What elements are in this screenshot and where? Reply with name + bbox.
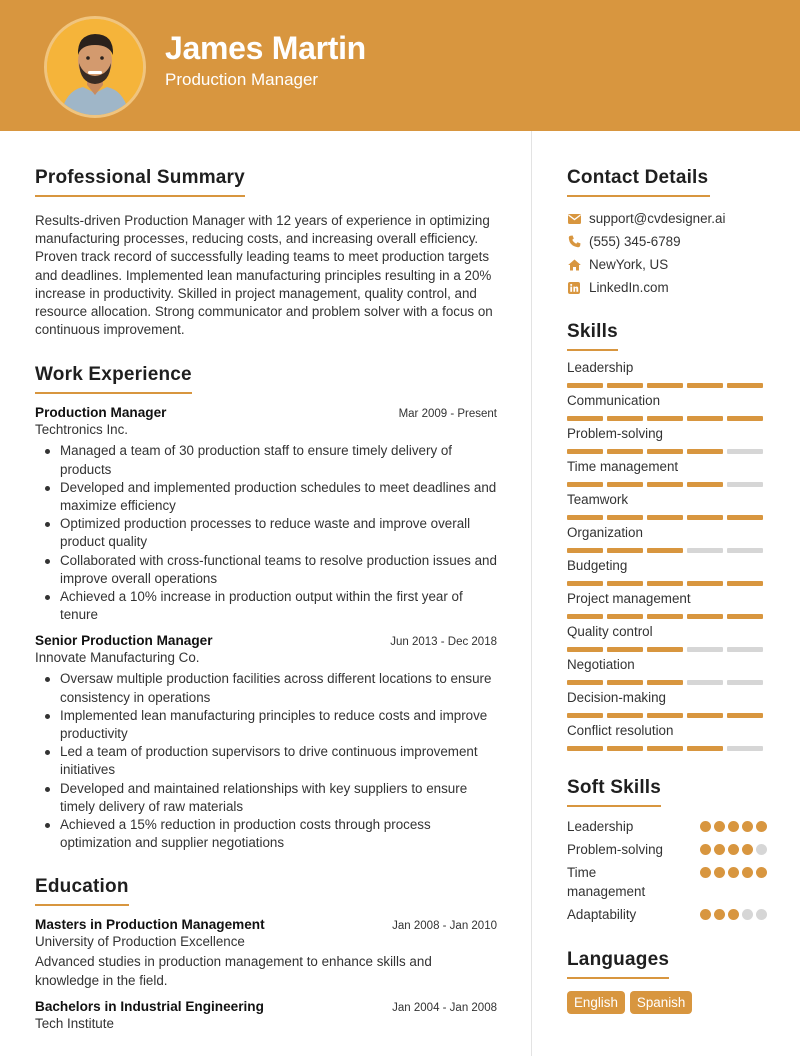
skill-level-bar bbox=[607, 680, 643, 685]
soft-skill-name: Problem-solving bbox=[567, 842, 664, 857]
skill-level-bar bbox=[687, 680, 723, 685]
skill-level-bar bbox=[727, 383, 763, 388]
skills-heading: Skills bbox=[567, 321, 618, 351]
skill-level-bar bbox=[647, 581, 683, 586]
summary-text: Results-driven Production Manager with 12 years of experience in optimizing manufacturing processes, reducing costs, and increasing overall efficiency. Proven track record of successfully leading teams to meet production targets and deadlines. Implemented lean manufacturing principles resulting in a 20% increase in productivity. Skilled in project management, quality control, and resource allocation. Strong communicator and problem solver with a focus on continuous improvement. bbox=[35, 213, 493, 338]
avatar bbox=[44, 16, 146, 118]
skill-level-bar bbox=[607, 647, 643, 652]
skill-level-meter bbox=[567, 383, 767, 388]
skill-item bbox=[567, 523, 767, 556]
soft-skill-name: Leadership bbox=[567, 819, 634, 834]
experience-section bbox=[35, 364, 497, 852]
rating-dot bbox=[728, 867, 739, 878]
skill-level-bar bbox=[727, 482, 763, 487]
skill-item bbox=[567, 721, 767, 754]
skill-level-bar bbox=[647, 746, 683, 751]
skill-level-meter bbox=[567, 746, 767, 751]
skill-name: Conflict resolution bbox=[567, 723, 674, 738]
list-item: Collaborated with cross-functional teams to resolve production issues and improve overall operations bbox=[35, 552, 497, 588]
list-item: Optimized production processes to reduce waste and improve overall product quality bbox=[35, 515, 497, 551]
soft-skills-section bbox=[567, 777, 767, 924]
skill-level-bar bbox=[607, 548, 643, 553]
skill-item bbox=[567, 391, 767, 424]
job-title: Production Manager bbox=[35, 405, 167, 421]
phone-icon bbox=[567, 235, 581, 249]
skill-level-bar bbox=[727, 746, 763, 751]
skill-level-bar bbox=[567, 680, 603, 685]
rating-dot bbox=[700, 821, 711, 832]
home-icon bbox=[567, 258, 581, 272]
skill-level-bar bbox=[687, 449, 723, 454]
skill-level-bar bbox=[647, 449, 683, 454]
rating-dot bbox=[700, 844, 711, 855]
rating-dot bbox=[756, 867, 767, 878]
skill-level-bar bbox=[647, 647, 683, 652]
skill-level-bar bbox=[687, 581, 723, 586]
skill-level-meter bbox=[567, 680, 767, 685]
rating-dot bbox=[742, 844, 753, 855]
skill-item bbox=[567, 490, 767, 523]
soft-skill-item bbox=[567, 905, 767, 924]
summary-section bbox=[35, 167, 497, 339]
skill-level-bar bbox=[567, 416, 603, 421]
skill-level-bar bbox=[687, 614, 723, 619]
skill-level-bar bbox=[607, 614, 643, 619]
skill-name: Teamwork bbox=[567, 492, 629, 507]
list-item: Developed and maintained relationships with key suppliers to ensure timely delivery of raw materials bbox=[35, 780, 497, 816]
skill-level-bar bbox=[647, 383, 683, 388]
school-name: University of Production Excellence bbox=[35, 934, 245, 950]
skill-item bbox=[567, 358, 767, 391]
skill-level-bar bbox=[567, 383, 603, 388]
skill-level-bar bbox=[727, 515, 763, 520]
skill-level-bar bbox=[567, 449, 603, 454]
job-company: Techtronics Inc. bbox=[35, 422, 129, 438]
skill-level-bar bbox=[607, 581, 643, 586]
language-tags bbox=[567, 991, 767, 1014]
soft-skill-rating bbox=[700, 909, 767, 920]
contact-location bbox=[567, 253, 767, 276]
skill-level-bar bbox=[687, 416, 723, 421]
soft-skill-name: Adaptability bbox=[567, 907, 637, 922]
skill-item bbox=[567, 655, 767, 688]
candidate-name: James Martin bbox=[165, 30, 366, 66]
skill-item bbox=[567, 424, 767, 457]
skill-level-bar bbox=[727, 614, 763, 619]
contact-phone[interactable] bbox=[567, 230, 767, 253]
candidate-title: Production Manager bbox=[165, 70, 319, 89]
skill-level-meter bbox=[567, 515, 767, 520]
list-item: Achieved a 10% increase in production output within the first year of tenure bbox=[35, 588, 497, 624]
soft-skill-item bbox=[567, 840, 767, 859]
skill-level-bar bbox=[647, 614, 683, 619]
skill-item bbox=[567, 556, 767, 589]
profile-photo-icon bbox=[47, 19, 143, 115]
contact-email[interactable] bbox=[567, 207, 767, 230]
list-item: Achieved a 15% reduction in production costs through process optimization and supplier negotiations bbox=[35, 816, 497, 852]
resume-header bbox=[0, 0, 800, 131]
skill-level-bar bbox=[567, 548, 603, 553]
list-item: Led a team of production supervisors to drive continuous improvement initiatives bbox=[35, 743, 497, 779]
skill-level-bar bbox=[687, 746, 723, 751]
skill-level-bar bbox=[607, 515, 643, 520]
list-item: Developed and implemented production schedules to meet deadlines and maximize efficiency bbox=[35, 479, 497, 515]
soft-skill-name: Time management bbox=[567, 865, 646, 899]
skill-level-bar bbox=[607, 416, 643, 421]
skill-item bbox=[567, 589, 767, 622]
soft-skill-rating bbox=[700, 844, 767, 855]
rating-dot bbox=[700, 909, 711, 920]
skill-level-bar bbox=[647, 680, 683, 685]
skill-level-bar bbox=[567, 614, 603, 619]
languages-heading: Languages bbox=[567, 949, 669, 979]
degree-title: Bachelors in Industrial Engineering bbox=[35, 998, 264, 1014]
soft-skill-rating bbox=[700, 867, 767, 878]
skill-level-bar bbox=[727, 647, 763, 652]
rating-dot bbox=[728, 821, 739, 832]
list-item: Implemented lean manufacturing principles to reduce costs and improve productivity bbox=[35, 707, 497, 743]
skill-level-bar bbox=[687, 548, 723, 553]
rating-dot bbox=[742, 909, 753, 920]
skill-level-meter bbox=[567, 581, 767, 586]
rating-dot bbox=[742, 867, 753, 878]
job-date: Mar 2009 - Present bbox=[398, 408, 497, 421]
skill-level-bar bbox=[647, 482, 683, 487]
email-text[interactable]: support@cvdesigner.ai bbox=[589, 211, 726, 226]
degree-title: Masters in Production Management bbox=[35, 917, 265, 933]
skill-level-bar bbox=[647, 713, 683, 718]
skill-level-bar bbox=[727, 416, 763, 421]
skill-level-meter bbox=[567, 416, 767, 421]
education-date: Jan 2008 - Jan 2010 bbox=[392, 920, 497, 933]
skill-level-meter bbox=[567, 482, 767, 487]
skill-level-meter bbox=[567, 614, 767, 619]
skills-section bbox=[567, 321, 767, 754]
skill-name: Organization bbox=[567, 525, 643, 540]
skill-name: Communication bbox=[567, 393, 661, 408]
job-date: Jun 2013 - Dec 2018 bbox=[390, 636, 497, 649]
soft-skill-item bbox=[567, 863, 767, 901]
skill-name: Leadership bbox=[567, 360, 634, 375]
skill-name: Decision-making bbox=[567, 690, 666, 705]
linkedin-icon bbox=[567, 281, 581, 295]
rating-dot bbox=[714, 867, 725, 878]
education-date: Jan 2004 - Jan 2008 bbox=[392, 1001, 497, 1014]
soft-skill-item bbox=[567, 817, 767, 836]
envelope-icon bbox=[567, 212, 581, 226]
education-description: Advanced studies in production management to enhance skills and knowledge in the field. bbox=[35, 954, 432, 988]
contact-heading: Contact Details bbox=[567, 167, 710, 197]
school-name: Tech Institute bbox=[35, 1015, 114, 1031]
languages-section bbox=[567, 949, 767, 1014]
skill-level-bar bbox=[567, 647, 603, 652]
skill-level-bar bbox=[727, 581, 763, 586]
sidebar-column bbox=[567, 131, 767, 1014]
skill-level-meter bbox=[567, 713, 767, 718]
rating-dot bbox=[756, 909, 767, 920]
skill-level-bar bbox=[727, 548, 763, 553]
skill-level-bar bbox=[607, 482, 643, 487]
skill-level-bar bbox=[567, 713, 603, 718]
contact-linkedin[interactable] bbox=[567, 276, 767, 299]
rating-dot bbox=[714, 844, 725, 855]
soft-skills-heading: Soft Skills bbox=[567, 777, 661, 807]
skill-name: Negotiation bbox=[567, 657, 635, 672]
skills-list bbox=[567, 358, 767, 754]
skill-level-bar bbox=[607, 449, 643, 454]
skill-level-bar bbox=[647, 416, 683, 421]
soft-skills-list bbox=[567, 817, 767, 924]
job-bullets bbox=[35, 442, 497, 624]
skill-level-meter bbox=[567, 449, 767, 454]
soft-skill-rating bbox=[700, 821, 767, 832]
rating-dot bbox=[714, 821, 725, 832]
rating-dot bbox=[728, 909, 739, 920]
phone-text[interactable]: (555) 345-6789 bbox=[589, 234, 681, 249]
skill-level-bar bbox=[567, 746, 603, 751]
summary-heading: Professional Summary bbox=[35, 167, 245, 197]
rating-dot bbox=[756, 844, 767, 855]
skill-name: Problem-solving bbox=[567, 426, 664, 441]
skill-level-meter bbox=[567, 548, 767, 553]
skill-level-bar bbox=[727, 713, 763, 718]
skill-level-bar bbox=[567, 581, 603, 586]
skill-name: Quality control bbox=[567, 624, 653, 639]
skill-level-bar bbox=[687, 515, 723, 520]
skill-level-bar bbox=[727, 449, 763, 454]
rating-dot bbox=[728, 844, 739, 855]
job-entry bbox=[35, 405, 497, 624]
linkedin-text[interactable]: LinkedIn.com bbox=[589, 280, 669, 295]
skill-level-bar bbox=[567, 482, 603, 487]
skill-name: Time management bbox=[567, 459, 679, 474]
skill-level-bar bbox=[607, 746, 643, 751]
skill-item bbox=[567, 622, 767, 655]
language-tag: English bbox=[567, 991, 625, 1014]
contact-section bbox=[567, 167, 767, 299]
skill-item bbox=[567, 457, 767, 490]
job-title: Senior Production Manager bbox=[35, 633, 213, 649]
skill-level-bar bbox=[687, 713, 723, 718]
skill-name: Project management bbox=[567, 591, 691, 606]
education-section bbox=[35, 876, 497, 1030]
skill-level-bar bbox=[687, 482, 723, 487]
main-column bbox=[35, 131, 497, 1031]
education-entry bbox=[35, 999, 497, 1031]
rating-dot bbox=[700, 867, 711, 878]
rating-dot bbox=[742, 821, 753, 832]
skill-level-meter bbox=[567, 647, 767, 652]
list-item: Oversaw multiple production facilities across different locations to ensure consistency in operations bbox=[35, 670, 497, 706]
skill-level-bar bbox=[607, 713, 643, 718]
education-heading: Education bbox=[35, 876, 129, 906]
job-entry bbox=[35, 633, 497, 852]
location-text: NewYork, US bbox=[589, 257, 669, 272]
job-bullets bbox=[35, 670, 497, 852]
skill-name: Budgeting bbox=[567, 558, 628, 573]
language-tag: Spanish bbox=[630, 991, 692, 1014]
column-divider bbox=[531, 131, 532, 1056]
rating-dot bbox=[714, 909, 725, 920]
education-entry bbox=[35, 917, 497, 989]
experience-heading: Work Experience bbox=[35, 364, 192, 394]
skill-level-bar bbox=[687, 647, 723, 652]
skill-level-bar bbox=[647, 515, 683, 520]
skill-level-bar bbox=[647, 548, 683, 553]
skill-level-bar bbox=[687, 383, 723, 388]
job-company: Innovate Manufacturing Co. bbox=[35, 650, 200, 666]
rating-dot bbox=[756, 821, 767, 832]
list-item: Managed a team of 30 production staff to ensure timely delivery of products bbox=[35, 442, 497, 478]
skill-level-bar bbox=[727, 680, 763, 685]
skill-level-bar bbox=[567, 515, 603, 520]
skill-item bbox=[567, 688, 767, 721]
skill-level-bar bbox=[607, 383, 643, 388]
